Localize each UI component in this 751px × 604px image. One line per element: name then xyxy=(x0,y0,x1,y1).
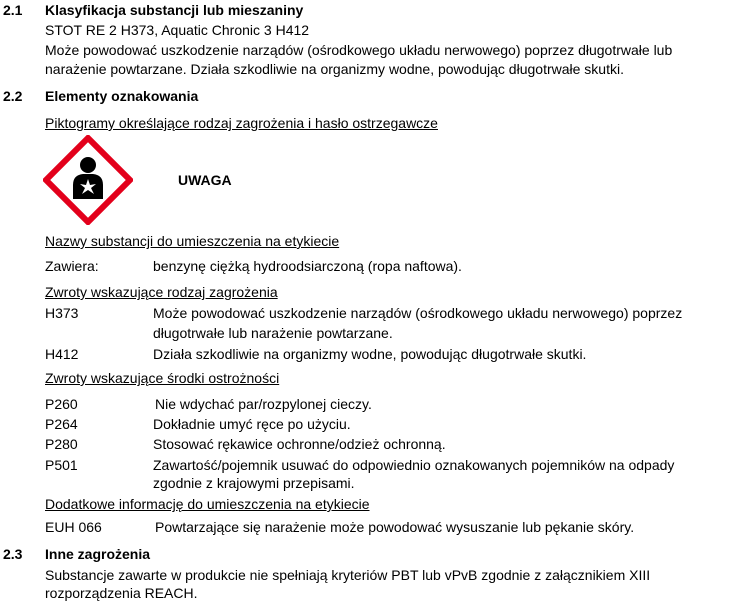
precaution-text-line2: zgodnie z krajowymi przepisami. xyxy=(153,475,355,491)
section-2-1-number: 2.1 xyxy=(3,2,23,18)
precaution-code: P260 xyxy=(45,396,78,412)
precaution-code: P501 xyxy=(45,457,78,473)
precaution-text-line1: Dokładnie umyć ręce po użyciu. xyxy=(153,416,351,432)
signal-word: UWAGA xyxy=(178,172,232,188)
substance-names-heading: Nazwy substancji do umieszczenia na etykiecie xyxy=(45,233,340,249)
other-hazards-line2: rozporządzenia REACH. xyxy=(45,585,198,601)
precaution-statements-heading: Zwroty wskazujące środki ostrożności xyxy=(45,370,280,386)
contains-value: benzynę ciężką hydroodsiarczoną (ropa naftowa). xyxy=(153,258,462,274)
precaution-text-line1: Stosować rękawice ochronne/odzież ochronną. xyxy=(153,436,446,452)
hazard-text-line2: długotrwałe lub narażenie powtarzane. xyxy=(153,325,393,341)
hazard-text-line1: Może powodować uszkodzenie narządów (ośrodkowego układu nerwowego) poprzez xyxy=(153,305,683,321)
classification-desc-line1: Może powodować uszkodzenie narządów (ośrodkowego układu nerwowego) poprzez długotrwałe lub xyxy=(45,42,673,58)
hazard-text-line1: Działa szkodliwie na organizmy wodne, powodując długotrwałe skutki. xyxy=(153,346,587,362)
contains-label: Zawiera: xyxy=(45,258,99,274)
precaution-code: P280 xyxy=(45,436,78,452)
health-hazard-pictogram-icon xyxy=(43,135,133,225)
hazard-code: H412 xyxy=(45,346,79,362)
additional-text: Powtarzające się narażenie może powodować wysuszanie lub pękanie skóry. xyxy=(155,519,635,535)
section-2-3-number: 2.3 xyxy=(3,546,23,562)
classification-text: STOT RE 2 H373, Aquatic Chronic 3 H412 xyxy=(45,22,310,38)
section-2-2-number: 2.2 xyxy=(3,88,23,104)
precaution-text-line1: Nie wdychać par/rozpylonej cieczy. xyxy=(155,396,372,412)
section-2-1-title: Klasyfikacja substancji lub mieszaniny xyxy=(45,2,304,18)
classification-desc-line2: narażenie powtarzane. Działa szkodliwie na organizmy wodne, powodując długotrwałe skutki. xyxy=(45,61,624,77)
pictogram-heading: Piktogramy określające rodzaj zagrożenia i hasło ostrzegawcze xyxy=(45,115,438,131)
section-2-2-title: Elementy oznakowania xyxy=(45,88,199,104)
hazard-statements-heading: Zwroty wskazujące rodzaj zagrożenia xyxy=(45,284,278,300)
section-2-3-title: Inne zagrożenia xyxy=(45,546,151,562)
hazard-code: H373 xyxy=(45,305,79,321)
additional-info-heading: Dodatkowe informację do umieszczenia na etykiecie xyxy=(45,496,370,512)
additional-code: EUH 066 xyxy=(45,519,102,535)
precaution-text-line1: Zawartość/pojemnik usuwać do odpowiednio oznakowanych pojemników na odpady xyxy=(153,457,675,473)
other-hazards-line1: Substancje zawarte w produkcie nie spełniają kryteriów PBT lub vPvB zgodnie z załącznikiem XIII xyxy=(45,567,651,583)
precaution-code: P264 xyxy=(45,416,78,432)
